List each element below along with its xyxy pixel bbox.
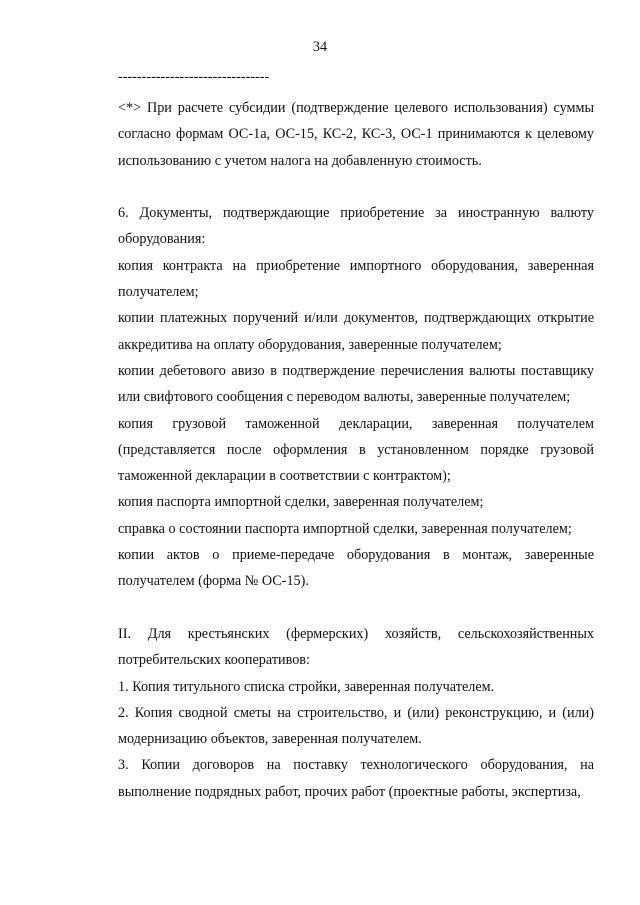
blank-line <box>118 595 594 621</box>
section-6-item: справка о состоянии паспорта импортной сделки, заверенная получателем; <box>118 520 572 537</box>
section-6 <box>118 200 594 594</box>
section-II-item: 3. Копии договоров на поставку технологического оборудования, на выполнение подрядных работ, прочих работ (проектные работы, экспертиза, <box>118 757 594 800</box>
section-6-item: копия контракта на приобретение импортного оборудования, заверенная получателем; <box>118 257 594 301</box>
footnote-text-body: <*> При расчете субсидии (подтверждение целевого использования) суммы согласно формам ОС-1а, ОС-15, КС-2, КС-3, ОС-1 принимаются к целевому использованию с учетом налога на добавленную стоимость. <box>118 100 594 169</box>
section-II <box>118 621 594 805</box>
blank-line <box>118 174 594 200</box>
section-II-item: 2. Копия сводной сметы на строительство, и (или) реконструкцию, и (или) модернизацию объектов, заверенная получателем. <box>118 704 594 748</box>
footnote-text <box>118 95 594 174</box>
page-content <box>118 68 594 805</box>
section-6-item: копия паспорта импортной сделки, заверенная получателем; <box>118 494 484 511</box>
section-6-item: копии дебетового авизо в подтверждение перечисления валюты поставщику или свифтового сообщения с переводом валюты, заверенные получателем; <box>118 362 594 406</box>
section-6-heading: 6. Документы, подтверждающие приобретение за иностранную валюту оборудования: <box>118 205 594 248</box>
page-number: 34 <box>312 39 328 55</box>
section-II-item: 1. Копия титульного списка стройки, заверенная получателем. <box>118 678 495 695</box>
section-6-item: копии актов о приеме-передаче оборудования в монтаж, заверенные получателем (форма № ОС-15). <box>118 547 594 590</box>
footnote-separator: -------------------------------- <box>118 69 270 85</box>
section-6-item: копии платежных поручений и/или документов, подтверждающих открытие аккредитива на оплату оборудования, заверенные получателем; <box>118 310 594 353</box>
section-6-item: копия грузовой таможенной декларации, заверенная получателем (представляется после оформления в установленном порядке грузовой таможенной декларации в соответствии с контрактом); <box>118 415 594 485</box>
section-II-heading: II. Для крестьянских (фермерских) хозяйств, сельскохозяйственных потребительских кооперативов: <box>118 625 594 669</box>
